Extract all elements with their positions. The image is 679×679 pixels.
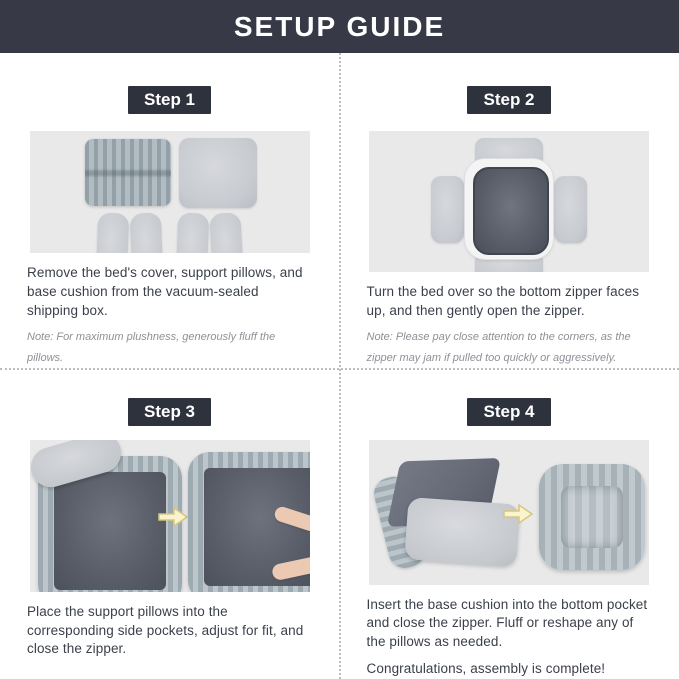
ribbed-cover-graphic — [85, 139, 171, 206]
support-pillow-graphic — [129, 212, 162, 253]
header-bar — [0, 0, 679, 53]
right-pillow-graphic — [554, 176, 587, 243]
step-4-congrats: Congratulations, assembly is complete! — [366, 661, 606, 677]
vertical-divider — [339, 53, 341, 679]
arrow-right-icon — [502, 502, 534, 526]
step-2-note: Note: Please pay close attention to the corners, as the zipper may jam if pulled too quickly or aggressively. — [366, 331, 631, 364]
hand-graphic — [272, 505, 309, 534]
step-4-text — [367, 596, 652, 679]
step-2-panel — [339, 53, 679, 368]
step-4-panel — [339, 368, 679, 679]
support-pillow-graphic — [209, 212, 243, 253]
open-zipper-fabric-graphic — [473, 167, 549, 255]
step-3-description: Place the support pillows into the corresponding side pockets, adjust for fit, and close the zipper. — [27, 604, 304, 657]
page-title: SETUP GUIDE — [233, 10, 446, 42]
finished-bed-center-graphic — [561, 486, 623, 548]
support-pillow-graphic — [95, 212, 128, 253]
step-1-text — [27, 264, 312, 368]
step-3-photo — [30, 440, 310, 592]
step-2-badge: Step 2 — [467, 86, 550, 114]
step-1-panel — [0, 53, 339, 368]
step-1-badge: Step 1 — [128, 86, 211, 114]
step-2-description: Turn the bed over so the bottom zipper faces up, and then gently open the zipper. — [366, 284, 640, 318]
step-2-photo — [369, 131, 649, 272]
left-pillow-graphic — [431, 176, 464, 243]
square-pillow-graphic — [179, 138, 257, 208]
step-1-photo — [30, 131, 310, 253]
step-4-description: Insert the base cushion into the bottom pocket and close the zipper. Fluff or reshape any of the pillows as needed. — [366, 596, 648, 649]
step-2-text — [367, 283, 652, 368]
horizontal-divider — [0, 368, 679, 370]
finished-bed-graphic — [539, 464, 645, 570]
support-pillow-graphic — [175, 212, 208, 253]
arrow-right-icon — [157, 505, 189, 529]
step-1-description: Remove the bed's cover, support pillows, and base cushion from the vacuum-sealed shipping box. — [27, 265, 303, 318]
step-1-note: Note: For maximum plushness, generously fluff the pillows. — [27, 331, 276, 364]
bed-adjust-graphic — [188, 452, 310, 592]
step-3-badge: Step 3 — [128, 398, 211, 426]
step-3-panel — [0, 368, 339, 679]
step-3-text — [27, 603, 312, 659]
step-4-photo — [369, 440, 649, 585]
hand-graphic — [270, 555, 309, 581]
step-4-badge: Step 4 — [467, 398, 550, 426]
